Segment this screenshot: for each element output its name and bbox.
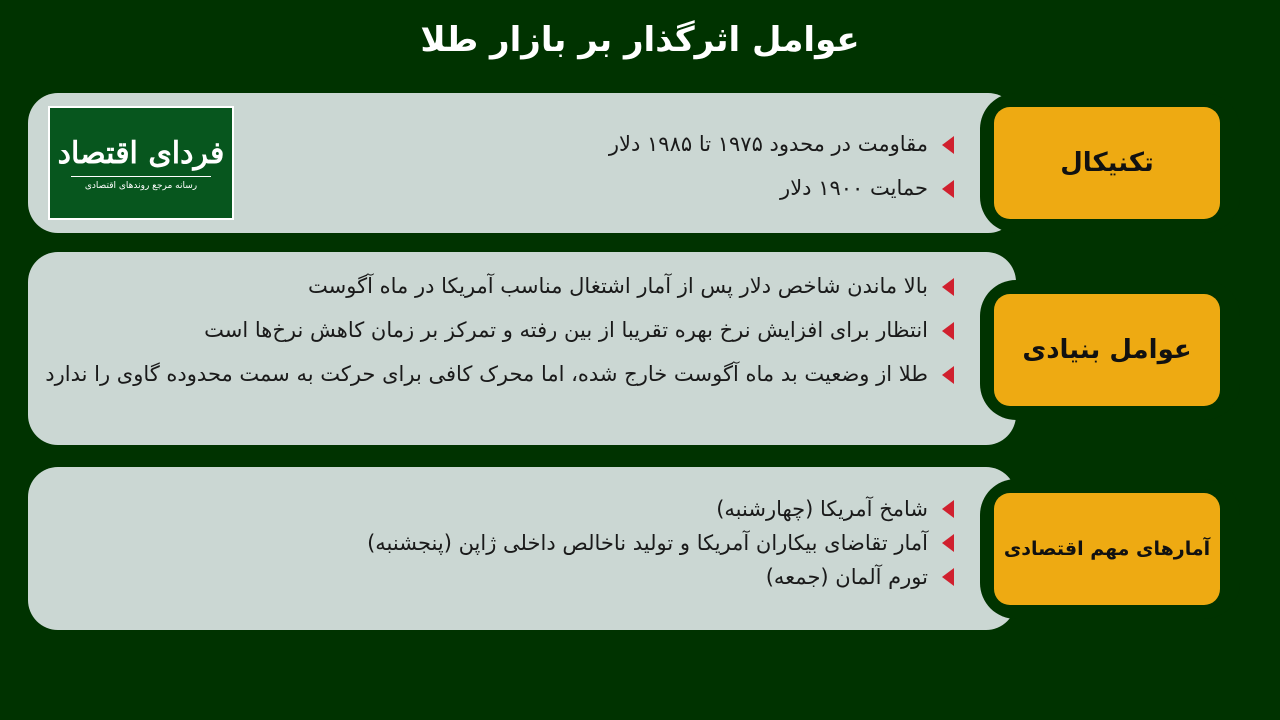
logo: [48, 106, 234, 220]
list-item: [260, 122, 954, 166]
bullet-arrow-icon: [942, 366, 954, 384]
list-item-text: طلا از وضعیت بد ماه آگوست خارج شده، اما محرک کافی برای حرکت به سمت محدوده گاوی را ندارد: [45, 362, 928, 386]
list-item-text: بالا ماندن شاخص دلار پس از آمار اشتغال مناسب آمریکا در ماه آگوست: [308, 274, 928, 298]
economic-list: [260, 492, 954, 594]
list-item: [260, 492, 954, 526]
bullet-arrow-icon: [942, 534, 954, 552]
economic-label-text: آمارهای مهم اقتصادی: [1003, 538, 1211, 560]
list-item: [260, 526, 954, 560]
bullet-arrow-icon: [942, 180, 954, 198]
fundamental-list: [44, 264, 954, 396]
list-item-text: شامخ آمریکا (چهارشنبه): [716, 497, 928, 521]
technical-list: [260, 122, 954, 210]
list-item-text: حمایت ۱۹۰۰ دلار: [780, 176, 928, 200]
list-item-text: تورم آلمان (جمعه): [765, 565, 928, 589]
logo-divider: [71, 176, 211, 177]
list-item: [260, 166, 954, 210]
list-item-text: آمار تقاضای بیکاران آمریکا و تولید ناخالص داخلی ژاپن (پنجشنبه): [367, 531, 928, 555]
technical-label: [994, 107, 1220, 219]
technical-label-text: تکنیکال: [1060, 148, 1154, 178]
economic-label: [994, 493, 1220, 605]
list-item-text: مقاومت در محدود ۱۹۷۵ تا ۱۹۸۵ دلار: [608, 132, 928, 156]
list-item: [44, 308, 954, 352]
bullet-arrow-icon: [942, 500, 954, 518]
logo-name: فردای اقتصاد: [57, 136, 225, 171]
bullet-arrow-icon: [942, 568, 954, 586]
list-item: [44, 264, 954, 308]
bullet-arrow-icon: [942, 136, 954, 154]
page-title: عوامل اثرگذار بر بازار طلا: [420, 20, 860, 60]
logo-tagline: رسانه مرجع روندهای اقتصادی: [84, 181, 198, 191]
bullet-arrow-icon: [942, 278, 954, 296]
list-item: [44, 352, 954, 396]
fundamental-label: [994, 294, 1220, 406]
list-item: [260, 560, 954, 594]
list-item-text: انتظار برای افزایش نرخ بهره تقریبا از بین رفته و تمرکز بر زمان کاهش نرخ‌ها است: [204, 318, 928, 342]
bullet-arrow-icon: [942, 322, 954, 340]
fundamental-label-text: عوامل بنیادی: [1022, 335, 1192, 365]
